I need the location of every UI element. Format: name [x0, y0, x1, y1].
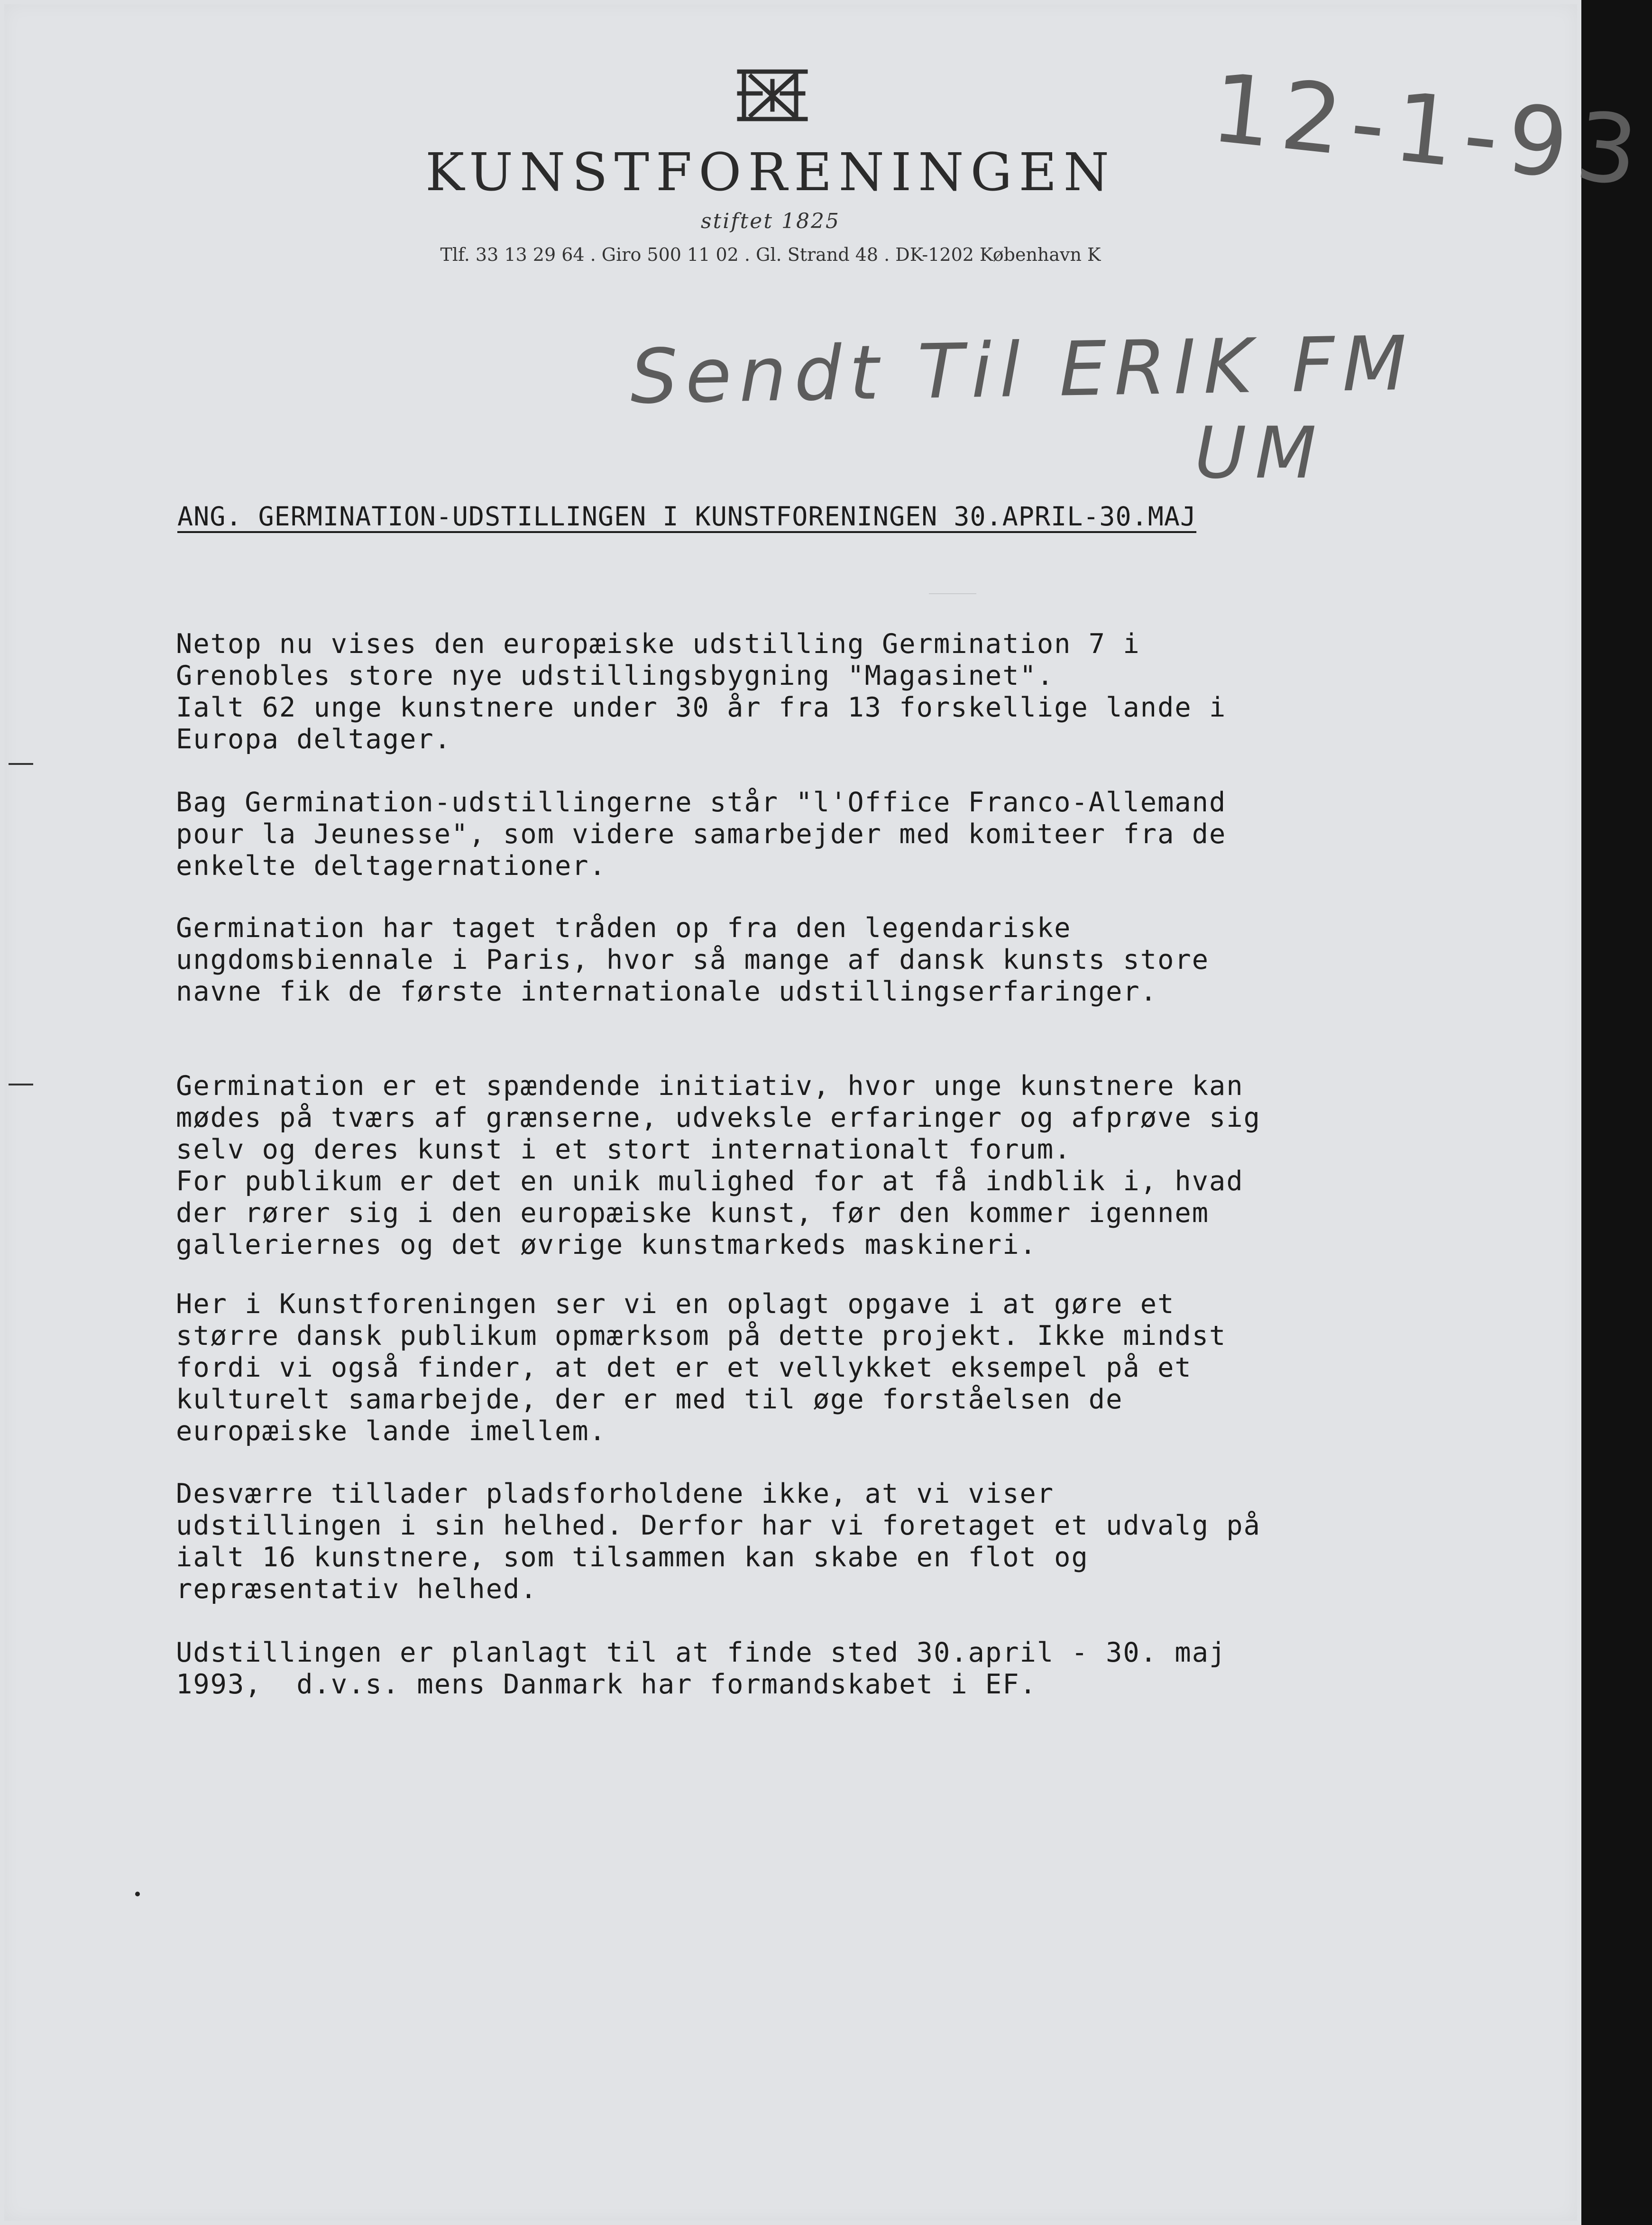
- body-paragraph-3: Germination har taget tråden op fra den legendariske ungdomsbiennale i Paris, hvor så mange af dansk kunsts store navne fik de første internationale udstillingserfaringer.: [176, 912, 1210, 1007]
- organization-name: KUNSTFORENINGEN: [425, 142, 1116, 202]
- handwritten-date: 12-1-93: [1206, 53, 1652, 209]
- body-paragraph-1: Netop nu vises den europæiske udstilling Germination 7 i Grenobles store nye udstillingsbygning "Magasinet". Ialt 62 unge kunstnere under 30 år fra 13 forskellige lande i Europa deltager.: [176, 628, 1227, 755]
- body-paragraph-2: Bag Germination-udstillingerne står "l'Office Franco-Allemand pour la Jeunesse", som videre samarbejder med komiteer fra de enkelte deltagernationer.: [176, 787, 1227, 882]
- handwritten-note-line2: UM: [1194, 412, 1325, 495]
- body-paragraph-4: Germination er et spændende initiativ, hvor unge kunstnere kan mødes på tværs af grænserne, udveksle erfaringer og afprøve sig selv og deres kunst i et stort internationalt forum. For publikum er det en unik mulighed for at få indblik i, hvad der rører sig i den europæiske kunst, før den kommer igennem galleriernes og det øvrige kunstmarkeds maskineri.: [176, 1070, 1261, 1260]
- body-paragraph-7: Udstillingen er planlagt til at finde sted 30.april - 30. maj 1993, d.v.s. mens Danmark har formandskabet i EF.: [176, 1637, 1227, 1700]
- body-paragraph-5: Her i Kunstforeningen ser vi en oplagt opgave i at gøre et større dansk publikum opmærksom på dette projekt. Ikke mindst fordi vi også finder, at det er et vellykket eksempel på et kulturelt samarbejde, der er med til øge forståelsen de europæiske lande imellem.: [176, 1288, 1227, 1447]
- letter-sheet: [4, 4, 1652, 2221]
- subject-line: ANG. GERMINATION-UDSTILLINGEN I KUNSTFORENINGEN 30.APRIL-30.MAJ: [177, 501, 1197, 532]
- margin-tick-mark: [9, 1084, 33, 1085]
- kf-monogram-icon: [725, 62, 820, 129]
- contact-line: Tlf. 33 13 29 64 . Giro 500 11 02 . Gl. Strand 48 . DK-1202 København K: [440, 244, 1101, 265]
- handwritten-note-line1: Sendt Til ERIK FM: [629, 320, 1415, 421]
- founded-line: stiftet 1825: [701, 209, 840, 233]
- faint-mark: [929, 593, 976, 594]
- margin-tick-mark: [9, 763, 33, 765]
- body-paragraph-6: Desværre tillader pladsforholdene ikke, at vi viser udstillingen i sin helhed. Derfor har vi foretaget et udvalg på ialt 16 kunstnere, som tilsammen kan skabe en flot og repræsentativ helhed.: [176, 1478, 1261, 1605]
- stray-dot-mark: [135, 1892, 140, 1896]
